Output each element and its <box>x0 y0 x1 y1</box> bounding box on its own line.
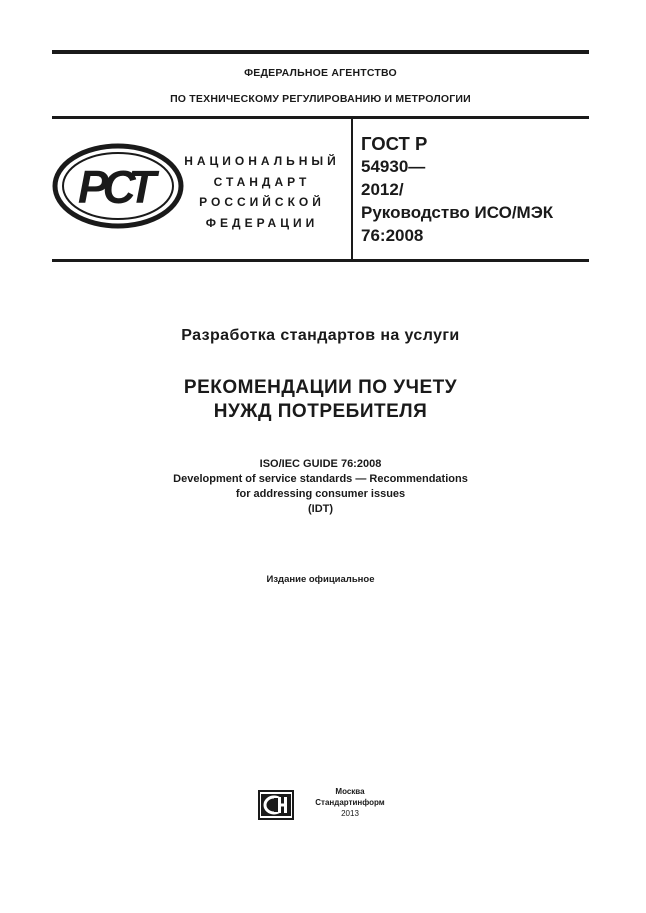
designation-line: 54930— <box>361 157 426 176</box>
iso-line-1: ISO/IEC GUIDE 76:2008 <box>259 458 382 470</box>
publisher-info <box>300 786 400 819</box>
top-rule <box>52 50 589 54</box>
standartinform-logo-icon <box>258 790 294 820</box>
publisher-name: Стандартинформ <box>315 798 385 807</box>
subtitle-line-2: НУЖД ПОТРЕБИТЕЛЯ <box>213 401 428 422</box>
publisher-year: 2013 <box>341 809 359 818</box>
header-rule <box>52 116 589 119</box>
edition-label: Издание официальное <box>266 574 375 585</box>
national-standard-line: СТАНДАРТ <box>213 174 311 189</box>
designation-line: ГОСТ Р <box>361 133 428 154</box>
national-standard-line: ФЕДЕРАЦИИ <box>205 215 319 230</box>
national-standard-line: РОССИЙСКОЙ <box>199 195 325 209</box>
publisher-city: Москва <box>335 787 365 796</box>
document-title: Разработка стандартов на услуги <box>181 327 460 344</box>
header-bottom-rule <box>52 259 589 262</box>
logo-letters: РСТ <box>77 161 151 213</box>
iso-reference <box>52 457 589 517</box>
national-standard-label <box>172 151 352 233</box>
iso-line-2: Development of service standards — Recommendations <box>173 473 468 485</box>
standard-designation <box>361 132 591 247</box>
iso-line-4: (IDT) <box>307 503 334 515</box>
header-divider <box>351 117 353 261</box>
designation-line: 2012/ <box>361 180 404 199</box>
designation-line: Руководство ИСО/МЭК <box>361 203 554 222</box>
subtitle-line-1: РЕКОМЕНДАЦИИ ПО УЧЕТУ <box>183 377 458 398</box>
agency-line-2: ПО ТЕХНИЧЕСКОМУ РЕГУЛИРОВАНИЮ И МЕТРОЛОГИИ <box>170 93 471 105</box>
designation-line: 76:2008 <box>361 226 424 245</box>
national-standard-line: НАЦИОНАЛЬНЫЙ <box>184 154 340 168</box>
iso-line-3: for addressing consumer issues <box>235 488 406 500</box>
agency-line-1: ФЕДЕРАЛЬНОЕ АГЕНТСТВО <box>244 67 397 79</box>
document-subtitle <box>52 376 589 424</box>
rst-certification-mark-icon <box>52 143 184 229</box>
